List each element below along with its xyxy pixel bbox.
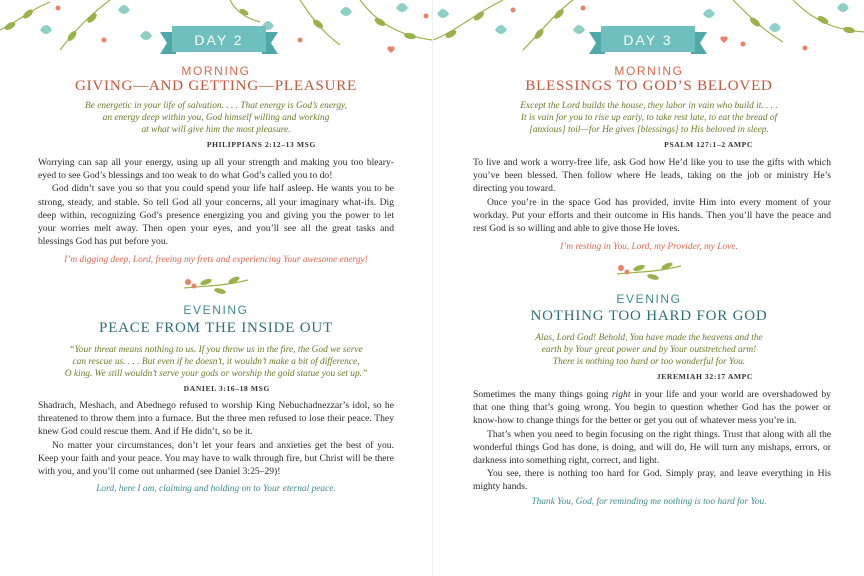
verse-line: [anxious] toil—for He gives [blessings] to His beloved in sleep. (529, 124, 769, 135)
verse-line: earth by Your great power and by Your outstretched arm! (541, 344, 757, 355)
verse-line: can rescue us. . . . But even if he doesn’t, it wouldn’t make a bit of difference, (72, 356, 360, 367)
body-paragraph: You see, there is nothing too hard for God. Simply pray, and leave everything in His mighty hands. (473, 468, 831, 493)
evening-body (473, 388, 831, 494)
day-banner (160, 22, 278, 58)
evening-verse (473, 333, 825, 368)
emphasis-text: right (611, 389, 631, 400)
verse-line: It is vain for you to rise up early, to take rest late, to eat the bread of (520, 112, 778, 123)
evening-verse (30, 345, 402, 380)
morning-prayer: I’m resting in You, Lord, my Provider, my Love. (560, 242, 738, 252)
verse-line: O king. We still wouldn’t serve your gods or worship the gold statue you set up.” (64, 368, 368, 379)
day-label: DAY 3 (623, 32, 673, 48)
evening-verse-reference: JEREMIAH 32:17 AMPC (656, 372, 753, 381)
evening-label: EVENING (183, 303, 249, 317)
evening-verse-reference: DANIEL 3:16–18 MSG (183, 384, 270, 393)
body-paragraph (473, 388, 831, 428)
evening-label: EVENING (616, 292, 682, 306)
day-banner (589, 22, 707, 58)
verse-line: Be energetic in your life of salvation. . . . That energy is God’s energy, (84, 101, 347, 111)
evening-prayer: Lord, here I am, claiming and holding on to Your eternal peace. (96, 484, 336, 494)
body-paragraph: No matter your circumstances, don’t let your fears and anxieties get the best of you. Keep your faith and your peace. You may have to walk through fire, but Christ will be there with you, and you’ll come out unharmed (see Daniel 3:25–29)! (38, 439, 394, 478)
body-paragraph: Worrying can sap all your energy, using up all your strength and making you too bleary-eyed to see God’s blessings and too weak to do what God’s called you to do! (38, 157, 394, 182)
morning-verse (473, 101, 825, 136)
morning-verse-reference: PSALM 127:1–2 AMPC (664, 140, 753, 149)
day-label: DAY 2 (194, 32, 244, 48)
right-page (432, 0, 864, 576)
body-paragraph: Once you’re in the space God has provided, invite Him into every moment of your workday. Put your efforts and their outcome in His hands. Then you’ll have the peace and rest God is so willing and able to give those He loves. (473, 196, 831, 235)
evening-title: NOTHING TOO HARD FOR GOD (530, 308, 768, 324)
morning-body (38, 156, 394, 248)
verse-line: There is nothing too hard or too wonderful for You. (552, 356, 746, 367)
evening-prayer: Thank You, God, for reminding me nothing is too hard for You. (531, 497, 767, 507)
morning-verse (36, 101, 396, 136)
verse-line: at what will give him the most pleasure. (141, 124, 291, 135)
morning-title: GIVING—AND GETTING—PLEASURE (75, 78, 357, 94)
sprig-icon (613, 260, 685, 284)
evening-body (38, 399, 394, 478)
body-paragraph: Shadrach, Meshach, and Abednego refused to worship King Nebuchadnezzar’s idol, so he threatened to throw them into a furnace. But the three men refused to lose their peace. They knew God could rescue them. And if He didn’t, so be it. (38, 400, 394, 438)
evening-title: PEACE FROM THE INSIDE OUT (99, 320, 333, 336)
morning-verse-reference: PHILIPPIANS 2:12–13 MSG (206, 140, 316, 149)
body-paragraph: To live and work a worry-free life, ask God how He’d like you to use the gifts with which you’ve been blessed. Then follow where He leads, taking on the job or ministry He’s directing you toward. (473, 157, 831, 195)
morning-prayer: I’m digging deep, Lord, freeing my frets and experiencing Your awesome energy! (64, 255, 368, 265)
verse-line: “Your threat means nothing to us. If you throw us in the fire, the God we serve (69, 345, 363, 355)
verse-line: an energy deep within you, God himself willing and working (102, 112, 330, 123)
morning-label: MORNING (181, 64, 251, 78)
text-run: Sometimes the many things going (473, 389, 612, 400)
body-paragraph: God didn’t save you so that you could spend your life half asleep. He wants you to be strong, steady, and stable. So tell God all your concerns, all your imaginary what-ifs. Dig deep within, recognizing God’s presence energizing you and giving you the power to let your worries melt away. Then open your eyes, and you’ll see all the great tasks and blessings God has put before you. (38, 183, 394, 248)
text-run: in your life and your world are overshadowed by that one thing that’s going wrong. You begin to question whether God has the power or know-how to change things for the better or get you out of whatever mess you’re in. (473, 389, 831, 427)
sprig-icon (180, 274, 252, 298)
verse-line: Except the Lord builds the house, they labor in vain who build it. . . . (520, 101, 778, 111)
morning-label: MORNING (614, 64, 684, 78)
verse-line: Alas, Lord God! Behold, You have made the heavens and the (535, 333, 763, 343)
morning-title: BLESSINGS TO GOD’S BELOVED (525, 78, 773, 94)
morning-body (473, 156, 831, 235)
body-paragraph: That’s when you need to begin focusing on the right things. Trust that along with all the wonderful things God has done, is doing, and will do, He will turn any mishaps, errors, or darkness into something right, correct, and light. (473, 428, 831, 467)
